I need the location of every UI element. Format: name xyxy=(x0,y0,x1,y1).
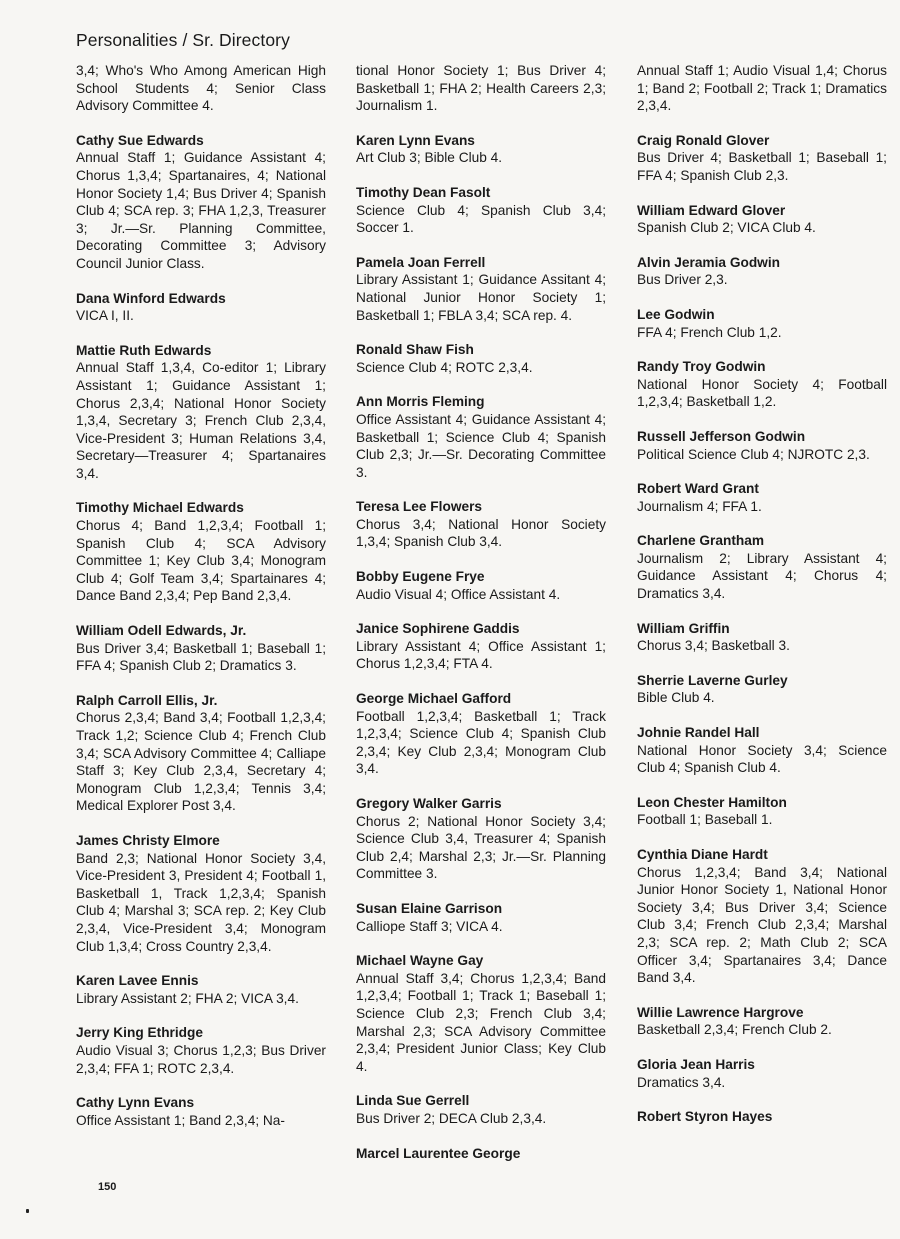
directory-entry xyxy=(76,972,326,1007)
student-activities: Science Club 4; ROTC 2,3,4. xyxy=(356,359,533,375)
directory-entry xyxy=(356,254,606,324)
student-name: Johnie Randel Hall xyxy=(637,725,760,741)
student-activities: Football 1,2,3,4; Basketball 1; Track 1,2,3,4; Science Club 4; Spanish Club 2,3,4; Key Club 2,3,4; Monogram Club 3,4. xyxy=(356,708,606,777)
student-activities: Office Assistant 1; Band 2,3,4; Na- xyxy=(76,1112,285,1128)
student-activities: Audio Visual 4; Office Assistant 4. xyxy=(356,586,561,602)
directory-entry xyxy=(356,952,606,1075)
directory-entry xyxy=(637,846,887,987)
continuation-text: Annual Staff 1; Audio Visual 1,4; Chorus 1; Band 2; Football 2; Track 1; Dramatics 2,3,4. xyxy=(637,63,887,114)
directory-entry xyxy=(356,690,606,778)
directory-entry xyxy=(637,672,887,707)
directory-column-1 xyxy=(76,62,326,1146)
student-name: William Griffin xyxy=(637,620,730,636)
student-activities: Bus Driver 4; Basketball 1; Baseball 1; FFA 4; Spanish Club 2,3. xyxy=(637,150,887,183)
directory-entry xyxy=(637,620,887,655)
directory-entry xyxy=(637,306,887,341)
student-name: Cathy Lynn Evans xyxy=(76,1095,195,1111)
student-activities: Spanish Club 2; VICA Club 4. xyxy=(637,220,816,236)
student-name: Timothy Dean Fasolt xyxy=(356,184,491,200)
student-activities: Annual Staff 3,4; Chorus 1,2,3,4; Band 1,2,3,4; Football 1; Track 1; Baseball 1; Science Club 2,3; French Club 3,4; Marshal 2,3; SCA Advisory Committee 2,3,4; President Junior Class; Key Club 4. xyxy=(356,970,606,1074)
student-activities: Journalism 4; FFA 1. xyxy=(637,498,762,514)
student-activities: Library Assistant 1; Guidance Assitant 4; National Junior Honor Society 1; Basketball 1; FBLA 3,4; SCA rep. 4. xyxy=(356,272,606,323)
student-activities: Science Club 4; Spanish Club 3,4; Soccer 1. xyxy=(356,202,606,236)
student-name: Cynthia Diane Hardt xyxy=(637,847,768,862)
student-name: Leon Chester Hamilton xyxy=(637,794,787,810)
student-name: Cathy Sue Edwards xyxy=(76,132,204,148)
student-name: Ralph Carroll Ellis, Jr. xyxy=(76,692,218,708)
directory-entry xyxy=(637,1056,887,1091)
student-name: James Christy Elmore xyxy=(76,832,220,848)
student-activities: Journalism 2; Library Assistant 4; Guidance Assistant 4; Chorus 4; Dramatics 3,4. xyxy=(637,550,887,602)
directory-entry xyxy=(637,532,887,602)
student-name: Timothy Michael Edwards xyxy=(76,500,244,516)
student-activities: National Honor Society 4; Football 1,2,3,4; Basketball 1,2. xyxy=(637,376,887,410)
student-name: Dana Winford Edwards xyxy=(76,290,226,306)
student-activities: Art Club 3; Bible Club 4. xyxy=(356,150,503,166)
directory-entry xyxy=(76,1024,326,1077)
directory-entry xyxy=(76,1094,326,1129)
student-name: Linda Sue Gerrell xyxy=(356,1093,470,1109)
student-name: Willie Lawrence Hargrove xyxy=(637,1004,804,1020)
student-activities: Chorus 1,2,3,4; Band 3,4; National Junior Honor Society 1, National Honor Society 3,4; Bus Driver 3,4; Science Club 3,4; French Club 2,3,4; Marshal 2,3; SCA rep. 2; Math Club 2; SCA Officer 3,4; Spartanaires 3,4; Dance Band 3,4. xyxy=(637,864,887,986)
student-name: Michael Wayne Gay xyxy=(356,953,484,969)
student-activities: Basketball 2,3,4; French Club 2. xyxy=(637,1022,832,1038)
student-activities: FFA 4; French Club 1,2. xyxy=(637,324,782,340)
student-activities: National Honor Society 3,4; Science Club 4; Spanish Club 4. xyxy=(637,742,887,776)
student-name: Gregory Walker Garris xyxy=(356,796,502,811)
directory-column-3 xyxy=(637,62,887,1143)
student-name: Pamela Joan Ferrell xyxy=(356,254,486,270)
student-name: Gloria Jean Harris xyxy=(637,1056,755,1072)
student-name: Robert Styron Hayes xyxy=(637,1109,773,1125)
directory-entry xyxy=(76,692,326,815)
page-header-title: Personalities / Sr. Directory xyxy=(76,30,290,50)
student-activities: Bus Driver 2; DECA Club 2,3,4. xyxy=(356,1110,547,1126)
directory-entry xyxy=(637,1108,887,1126)
student-activities: Band 2,3; National Honor Society 3,4, Vice-President 3, President 4; Football 1, Basketball 1, Track 1,2,3,4; Spanish Club 4; Marshal 3; SCA rep. 2; Key Club 2,3,4, Vice-President 3,4; Monogram Club 1,3,4; Cross Country 2,3,4. xyxy=(76,850,326,954)
directory-entry xyxy=(637,724,887,777)
directory-entry xyxy=(637,202,887,237)
directory-column-2 xyxy=(356,62,606,1179)
student-activities: Chorus 2,3,4; Band 3,4; Football 1,2,3,4; Track 1,2; Science Club 4; French Club 3,4; SCA Advisory Committee 4; Calliape Staff 3; Key Club 2,3,4, Secretary 4; Monogram Club 1,2,3,4; Tennis 3,4; Medical Explorer Post 3,4. xyxy=(76,710,326,814)
directory-entry xyxy=(356,1092,606,1127)
page-number: 150 xyxy=(98,1181,117,1193)
student-activities: Office Assistant 4; Guidance Assistant 4; Basketball 1; Science Club 4; Spanish Club 2,3; Jr.—Sr. Decorating Committee 3. xyxy=(356,411,606,480)
student-activities: Annual Staff 1; Guidance Assistant 4; Chorus 1,3,4; Spartanaires, 4; National Honor Society 1,4; Bus Driver 4; Spanish Club 4; SCA rep. 3; FHA 1,2,3, Treasurer 3; Jr.—Sr. Planning Committee, Decorating Committee 3; Advisory Council Junior Class. xyxy=(76,150,326,271)
student-name: Mattie Ruth Edwards xyxy=(76,342,212,358)
student-activities: Football 1; Baseball 1. xyxy=(637,812,773,828)
directory-entry xyxy=(637,1004,887,1039)
continuation-text: 3,4; Who's Who Among American High School Students 4; Senior Class Advisory Committee 4. xyxy=(76,63,326,114)
student-name: Karen Lynn Evans xyxy=(356,132,475,148)
directory-entry xyxy=(356,393,606,481)
directory-entry xyxy=(637,480,887,515)
student-activities: Bus Driver 2,3. xyxy=(637,272,728,288)
student-name: Lee Godwin xyxy=(637,306,715,322)
directory-entry xyxy=(76,342,326,483)
student-activities: Bible Club 4. xyxy=(637,690,715,706)
student-name: Janice Sophirene Gaddis xyxy=(356,621,520,637)
student-activities: Annual Staff 1,3,4, Co-editor 1; Library Assistant 1; Guidance Assistant 1; Chorus 2,3,4; National Honor Society 1,3,4, Secretary 3; French Club 2,3,4, Vice-President 3; Human Relations 3,4, Secretary—Treasurer 4; Spartanaires 3,4. xyxy=(76,360,326,481)
student-name: Karen Lavee Ennis xyxy=(76,973,199,989)
student-name: Craig Ronald Glover xyxy=(637,132,770,148)
student-activities: Bus Driver 3,4; Basketball 1; Baseball 1; FFA 4; Spanish Club 2; Dramatics 3. xyxy=(76,640,326,674)
directory-entry xyxy=(637,428,887,463)
page-mark xyxy=(26,1209,29,1213)
student-activities: Calliope Staff 3; VICA 4. xyxy=(356,918,503,934)
directory-entry xyxy=(356,498,606,551)
student-name: George Michael Gafford xyxy=(356,691,512,707)
directory-entry xyxy=(76,622,326,675)
student-name: Russell Jefferson Godwin xyxy=(637,428,806,444)
directory-entry xyxy=(356,568,606,603)
student-name: Teresa Lee Flowers xyxy=(356,499,483,515)
directory-entry xyxy=(356,132,606,167)
student-activities: Library Assistant 2; FHA 2; VICA 3,4. xyxy=(76,990,299,1006)
directory-entry xyxy=(637,254,887,289)
student-name: Ann Morris Fleming xyxy=(356,394,485,410)
directory-entry xyxy=(637,794,887,829)
student-activities: Chorus 2; National Honor Society 3,4; Science Club 3,4, Treasurer 4; Spanish Club 2,4; Marshal 2,3; Jr.—Sr. Planning Committee 3. xyxy=(356,813,606,882)
student-activities: Chorus 4; Band 1,2,3,4; Football 1; Spanish Club 4; SCA Advisory Committee 1; Key Club 3,4; Monogram Club 4; Golf Team 3,4; Spartainares 4; Dance Band 2,3,4; Pep Band 2,3,4. xyxy=(76,518,326,604)
student-name: Charlene Grantham xyxy=(637,533,765,549)
directory-entry xyxy=(356,620,606,673)
directory-entry xyxy=(356,341,606,376)
student-name: William Edward Glover xyxy=(637,202,786,218)
student-activities: VICA I, II. xyxy=(76,308,134,324)
student-name: Sherrie Laverne Gurley xyxy=(637,672,788,688)
student-activities: Political Science Club 4; NJROTC 2,3. xyxy=(637,446,870,462)
student-name: Bobby Eugene Frye xyxy=(356,569,485,585)
student-name: Jerry King Ethridge xyxy=(76,1025,204,1041)
student-name: Marcel Laurentee George xyxy=(356,1145,521,1161)
student-activities: Dramatics 3,4. xyxy=(637,1074,726,1090)
student-name: Randy Troy Godwin xyxy=(637,359,766,375)
directory-entry xyxy=(76,499,326,605)
continuation-text: tional Honor Society 1; Bus Driver 4; Basketball 1; FHA 2; Health Careers 2,3; Journalism 1. xyxy=(356,63,606,114)
student-name: Susan Elaine Garrison xyxy=(356,900,503,916)
directory-entry xyxy=(76,832,326,955)
student-activities: Audio Visual 3; Chorus 1,2,3; Bus Driver 2,3,4; FFA 1; ROTC 2,3,4. xyxy=(76,1042,326,1076)
student-name: Alvin Jeramia Godwin xyxy=(637,254,780,270)
directory-entry xyxy=(356,184,606,237)
student-activities: Library Assistant 4; Office Assistant 1; Chorus 1,2,3,4; FTA 4. xyxy=(356,638,606,672)
student-activities: Chorus 3,4; Basketball 3. xyxy=(637,638,790,654)
student-activities: Chorus 3,4; National Honor Society 1,3,4; Spanish Club 3,4. xyxy=(356,516,606,550)
directory-entry xyxy=(76,132,326,273)
directory-entry xyxy=(637,358,887,411)
student-name: Ronald Shaw Fish xyxy=(356,342,474,358)
directory-entry xyxy=(356,795,606,883)
student-name: William Odell Edwards, Jr. xyxy=(76,623,247,639)
directory-entry xyxy=(356,1145,606,1163)
student-name: Robert Ward Grant xyxy=(637,481,759,497)
directory-entry xyxy=(356,900,606,935)
directory-entry xyxy=(637,132,887,185)
directory-entry xyxy=(76,290,326,325)
